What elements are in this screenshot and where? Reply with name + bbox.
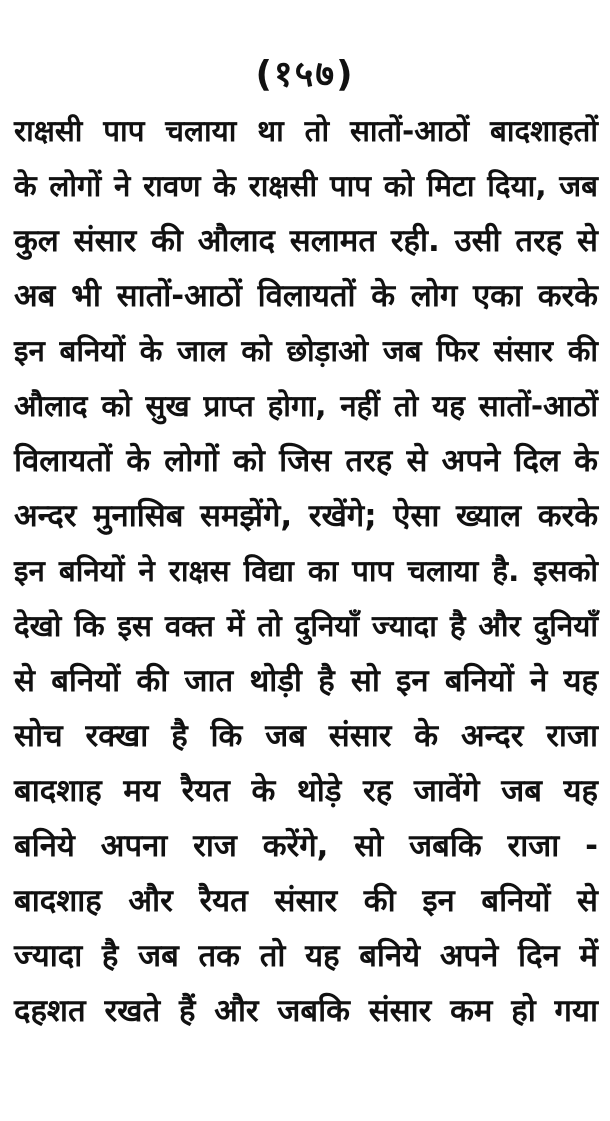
text-line-16: ज्यादा है जब तक तो यह बनिये अपने दिन में	[14, 938, 598, 974]
text-line-1: राक्षसी पाप चलाया था तो सातों-आठों बादशाहतों	[14, 114, 598, 148]
text-line-6: औलाद को सुख प्राप्त होगा, नहीं तो यह सातों-आठों	[14, 389, 598, 423]
text-line-7: विलायतों के लोगों को जिस तरह से अपने दिल के	[14, 443, 598, 479]
text-line-17: दहशत रखते हैं और जबकि संसार कम हो गया	[14, 993, 598, 1029]
text-line-3: कुल संसार की औलाद सलामत रही. उसी तरह से	[14, 223, 598, 259]
text-line-15: बादशाह और रैयत संसार की इन बनियों से	[14, 883, 598, 919]
text-line-2: के लोगों ने रावण के राक्षसी पाप को मिटा दिया, जब	[14, 169, 598, 203]
text-line-14: बनिये अपना राज करेंगे, सो जबकि राजा -	[14, 828, 598, 864]
text-line-9: इन बनियों ने राक्षस विद्या का पाप चलाया है. इसको	[14, 554, 598, 588]
text-line-12: सोच रक्खा है कि जब संसार के अन्दर राजा	[14, 718, 598, 754]
text-line-11: से बनियों की जात थोड़ी है सो इन बनियों ने यह	[14, 663, 598, 699]
text-line-5: इन बनियों के जाल को छोड़ाओ जब फिर संसार की	[14, 334, 598, 368]
text-line-8: अन्दर मुनासिब समझेंगे, रखेंगे; ऐसा ख्याल करके	[14, 498, 598, 534]
text-line-10: देखो कि इस वक्त में तो दुनियाँ ज्यादा है और दुनियाँ	[14, 609, 598, 643]
page-number: (१५७)	[255, 54, 355, 95]
text-line-4: अब भी सातों-आठों विलायतों के लोग एका करके	[14, 278, 598, 314]
text-line-13: बादशाह मय रैयत के थोड़े रह जावेंगे जब यह	[14, 773, 598, 809]
body-text	[14, 104, 598, 1039]
